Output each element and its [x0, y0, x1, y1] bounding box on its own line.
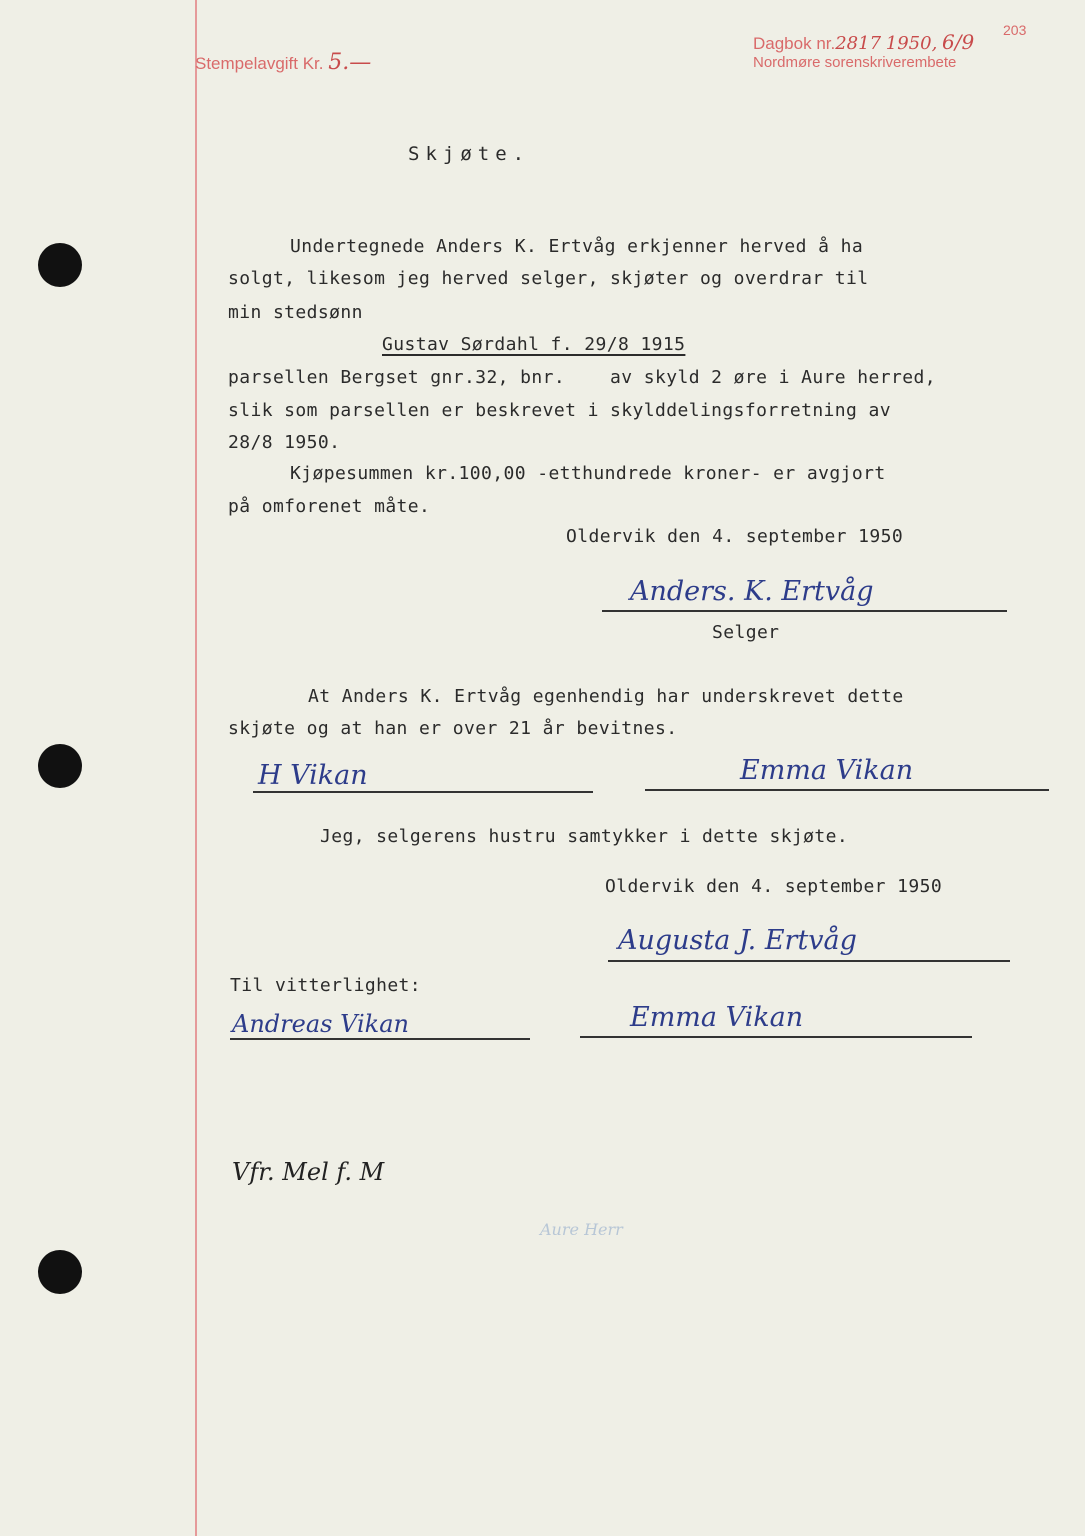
- place-date: Oldervik den 4. september 1950: [605, 876, 943, 897]
- page-number: 203: [1003, 22, 1027, 38]
- signature-line: [580, 1036, 972, 1038]
- witness-line: At Anders K. Ertvåg egenhendig har underskrevet dette: [308, 686, 904, 707]
- signature-line: [608, 960, 1010, 962]
- journal-year: 1950,: [885, 33, 938, 54]
- wife-signature: Augusta J. Ertvåg: [618, 925, 857, 956]
- witness-signature: Andreas Vikan: [232, 1010, 409, 1038]
- clerk-note: Vfr. Mel f. M: [232, 1158, 385, 1186]
- journal-stamp: [753, 30, 974, 54]
- witness-signature: H Vikan: [258, 760, 368, 791]
- witness-signature: Emma Vikan: [630, 1002, 804, 1033]
- punch-hole: [38, 243, 82, 287]
- signature-line: [645, 789, 1049, 791]
- witness-signature: Emma Vikan: [740, 755, 914, 786]
- paragraph-line: Undertegnede Anders K. Ertvåg erkjenner herved å ha: [290, 236, 864, 257]
- buyer-name: Gustav Sørdahl f. 29/8 1915: [382, 334, 686, 355]
- journal-number: 2817: [835, 33, 882, 54]
- signature-line: [253, 791, 593, 793]
- parcel-line: parsellen Bergset gnr.32, bnr. av skyld 2 øre i Aure herred,: [228, 367, 936, 388]
- stamp-fee-amount: 5.—: [328, 50, 372, 75]
- punch-hole: [38, 1250, 82, 1294]
- faint-annotation: Aure Herr: [540, 1220, 623, 1239]
- paragraph-line: solgt, likesom jeg herved selger, skjøter og overdrar til: [228, 268, 869, 289]
- journal-label: Dagbok nr.: [753, 34, 836, 53]
- document-title: Skjøte.: [408, 143, 531, 165]
- signature-line: [602, 610, 1007, 612]
- witness-line: skjøte og at han er over 21 år bevitnes.: [228, 718, 678, 739]
- punch-hole: [38, 744, 82, 788]
- parcel-line: 28/8 1950.: [228, 432, 341, 453]
- signature-line: [230, 1038, 530, 1040]
- stamp-fee-label: Stempelavgift Kr.: [195, 54, 324, 73]
- seller-label: Selger: [712, 622, 780, 643]
- journal-date: 6/9: [942, 30, 975, 54]
- stamp-fee: [195, 50, 371, 75]
- consent-text: Jeg, selgerens hustru samtykker i dette skjøte.: [320, 826, 849, 847]
- seller-signature: Anders. K. Ertvåg: [630, 576, 874, 607]
- price-line: Kjøpesummen kr.100,00 -etthundrede kroner- er avgjort: [290, 463, 886, 484]
- place-date: Oldervik den 4. september 1950: [566, 526, 904, 547]
- paragraph-line: min stedsønn: [228, 302, 363, 323]
- office-stamp: Nordmøre sorenskriverembete: [753, 54, 957, 71]
- witness-heading: Til vitterlighet:: [230, 975, 422, 996]
- parcel-line: slik som parsellen er beskrevet i skylddelingsforretning av: [228, 400, 891, 421]
- price-line: på omforenet måte.: [228, 496, 431, 517]
- margin-rule: [195, 0, 197, 1536]
